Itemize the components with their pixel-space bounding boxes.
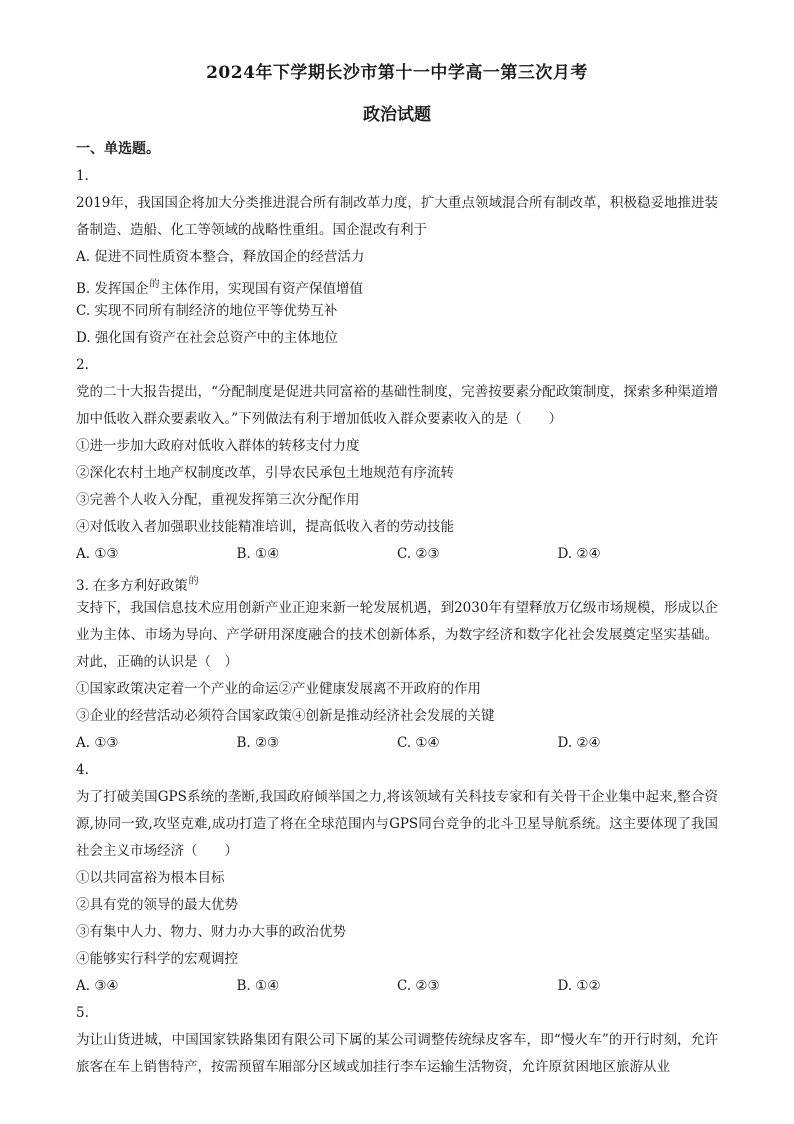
question-3-option-c: C. ①④ [397, 735, 440, 751]
question-2-option-c: C. ②③ [397, 546, 440, 562]
question-3-head-text: 3. 在多方利好政策 [76, 578, 188, 594]
question-4-statement-3: ③有集中人力、物力、财力办大事的政治优势 [76, 924, 346, 940]
question-2-statement-1: ①进一步加大政府对低收入群体的转移支付力度 [76, 438, 360, 454]
question-3-superscript: 的 [188, 576, 199, 587]
question-3-option-a: A. ①③ [76, 735, 119, 751]
exam-content [76, 136, 718, 1081]
question-1-option-b [76, 271, 718, 298]
question-3-heading [76, 568, 718, 595]
question-4-option-a: A. ③④ [76, 978, 119, 994]
question-5-stem: 为让山货进城，中国国家铁路集团有限公司下属的某公司调整传统绿皮客车，即“慢火车”的开行时刻，允许旅客在车上销售特产，按需预留车厢部分区域或加挂行李车运输生活物资，允许原贫困地区旅游从业 [76, 1032, 718, 1075]
question-1-number: 1. [76, 168, 89, 184]
question-3-option-d: D. ②④ [557, 735, 601, 751]
question-3-statement-1: ①国家政策决定着一个产业的命运②产业健康发展离不开政府的作用 [76, 681, 481, 697]
question-1-stem: 2019年，我国国企将加大分类推进混合所有制改革力度，扩大重点领域混合所有制改革，积极稳妥地推进装备制造、造船、化工等领域的战略性重组。国企混改有利于 [76, 195, 718, 238]
question-2-options [76, 541, 718, 568]
question-2-option-a: A. ①③ [76, 546, 119, 562]
question-3-statement-2: ③企业的经营活动必须符合国家政策④创新是推动经济社会发展的关键 [76, 708, 495, 724]
option-b-text-2: 主体作用，实现国有资产保值增值 [160, 281, 364, 297]
question-2-number: 2. [76, 357, 89, 373]
question-4-statement-1: ①以共同富裕为根本目标 [76, 870, 225, 886]
option-b-superscript: 的 [149, 279, 160, 290]
question-2-statement-2: ②深化农村土地产权制度改革，引导农民承包土地规范有序流转 [76, 465, 454, 481]
question-4-statement-2: ②具有党的领导的最大优势 [76, 897, 238, 913]
question-4-option-b: B. ①④ [236, 978, 280, 994]
question-1-option-d: D. 强化国有资产在社会总资产中的主体地位 [76, 330, 338, 346]
exam-subtitle: 政治试题 [363, 105, 431, 125]
question-4-number: 4. [76, 762, 89, 778]
exam-title: 2024年下学期长沙市第十一中学高一第三次月考 [206, 63, 588, 83]
question-3-option-b: B. ②③ [236, 735, 280, 751]
question-2-stem: 党的二十大报告提出，“分配制度是促进共同富裕的基础性制度，完善按要素分配政策制度，探索多种渠道增加中低收入群众要素收入。”下列做法有利于增加低收入群众要素收入的是（ ） [76, 384, 718, 427]
question-3-stem: 支持下，我国信息技术应用创新产业正迎来新一轮发展机遇，到2030年有望释放万亿级市场规模，形成以企业为主体、市场为导向、产学研用深度融合的技术创新体系，为数字经济和数字化社会发展奠定坚实基础。对此，正确的认识是（ ） [76, 600, 718, 670]
question-4-options [76, 973, 718, 1000]
question-1-option-c: C. 实现不同所有制经济的地位平等优势互补 [76, 303, 338, 319]
question-2-option-b: B. ①④ [236, 546, 280, 562]
question-4-statement-4: ④能够实行科学的宏观调控 [76, 951, 238, 967]
question-4-option-d: D. ①② [557, 978, 601, 994]
question-4-stem: 为了打破美国GPS系统的垄断,我国政府倾举国之力,将该领域有关科技专家和有关骨干企业集中起来,整合资源,协同一致,攻坚克难,成功打造了将在全球范围内与GPS同台竞争的北斗卫星导航系统。这主要体现了我国社会主义市场经济（ ） [76, 789, 718, 859]
question-4-option-c: C. ②③ [397, 978, 440, 994]
option-b-text-1: B. 发挥国企 [76, 281, 149, 297]
question-5-number: 5. [76, 1005, 89, 1021]
question-2-statement-3: ③完善个人收入分配，重视发挥第三次分配作用 [76, 492, 360, 508]
question-1-option-a: A. 促进不同性质资本整合，释放国企的经营活力 [76, 249, 365, 265]
question-3-options [76, 730, 718, 757]
question-2-statement-4: ④对低收入者加强职业技能精准培训，提高低收入者的劳动技能 [76, 519, 454, 535]
question-2-option-d: D. ②④ [557, 546, 601, 562]
section-heading: 一、单选题。 [76, 141, 160, 157]
